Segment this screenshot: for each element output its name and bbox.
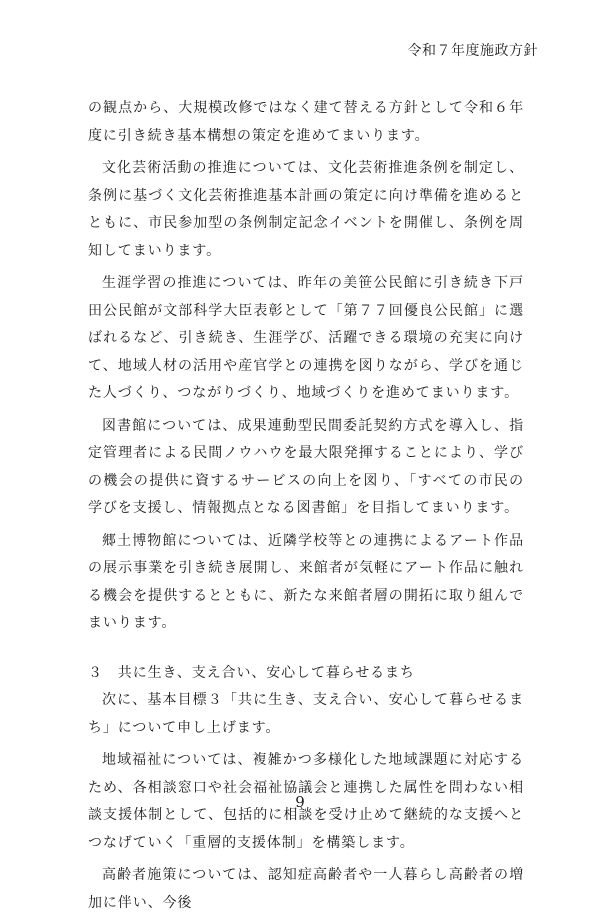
paragraph-library: 図書館については、成果連動型民間委託契約方式を導入し、指定管理者による民間ノウハウを最大限発揮することにより、学びの機会の提供に資するサービスの向上を図り、「すべての市民の学びを支援し、情報拠点となる図書館」を目指してまいります。 [88,417,524,516]
paragraph-community-welfare: 地域福祉については、複雑かつ多様化した地域課題に対応するため、各相談窓口や社会福祉協議会と連携した属性を問わない相談支援体制として、包括的に相談を受け止めて継続的な支援へとつなげていく「重層的支援体制」を構築します。 [88,752,524,851]
paragraph-museum: 郷土博物館については、近隣学校等との連携によるアート作品の展示事業を引き続き展開し、来館者が気軽にアート作品に触れる機会を提供するとともに、新たな来館者層の開拓に取り組んでまいります。 [88,532,524,631]
page-number: 9 [295,793,305,811]
paragraph-culture-arts: 文化芸術活動の推進については、文化芸術推進条例を制定し、条例に基づく文化芸術推進基本計画の策定に向け準備を進めるとともに、市民参加型の条例制定記念イベントを開催し、条例を周知してまいります。 [88,160,524,259]
paragraph-continued: の観点から、大規模改修ではなく建て替える方針として令和６年度に引き続き基本構想の策定を進めてまいります。 [88,100,524,144]
running-header: 令和７年度施政方針 [407,43,538,59]
paragraph-lifelong-learning: 生涯学習の推進については、昨年の美笹公民館に引き続き下戸田公民館が文部科学大臣表彰として「第７７回優良公民館」に選ばれるなど、引き続き、生涯学び、活躍できる環境の充実に向けて、地域人材の活用や産官学との連携を図りながら、学びを通じた人づくり、つながりづくり、地域づくりを進めてまいります。 [88,275,524,401]
paragraph-goal-intro: 次に、基本目標３「共に生き、支え合い、安心して暮らせるまち」について申し上げます。 [88,692,524,736]
section-heading: ３ 共に生き、支え合い、安心して暮らせるまち [88,664,415,681]
paragraph-elderly-policy: 高齢者施策については、認知症高齢者や一人暮らし高齢者の増加に伴い、今後 [88,867,524,911]
